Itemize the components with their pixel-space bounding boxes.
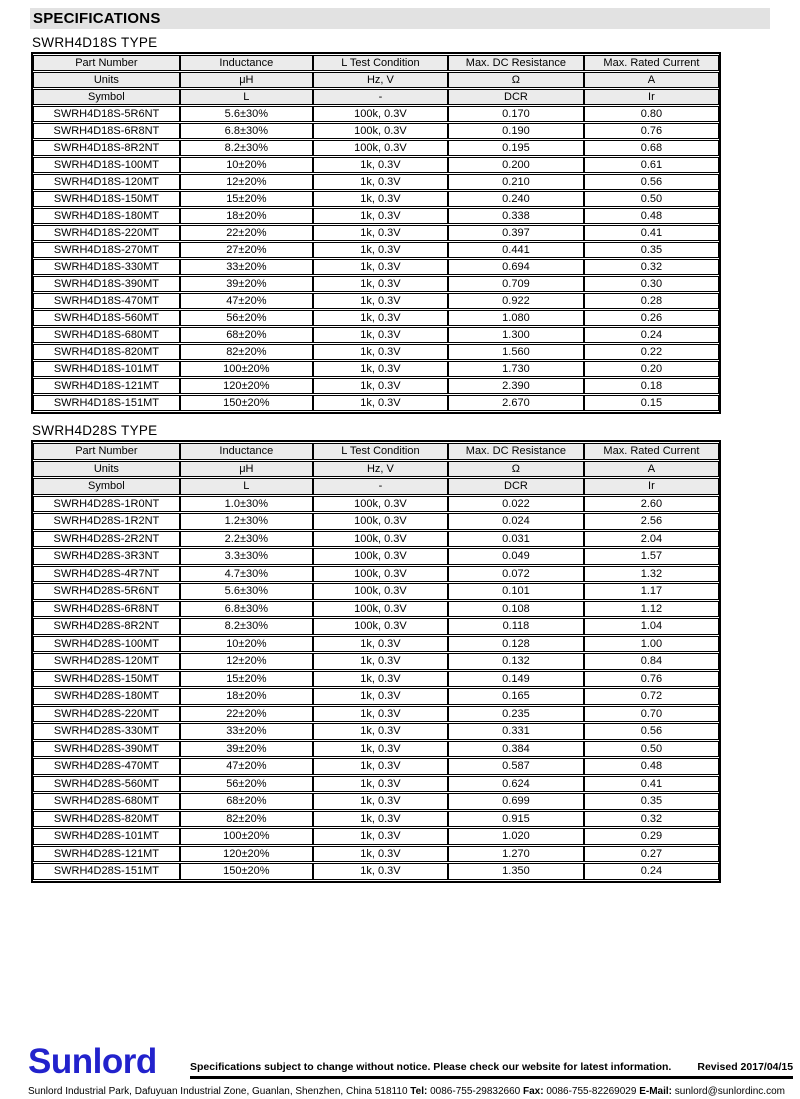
test-condition-cell: 1k, 0.3V: [313, 723, 448, 740]
inductance-cell: 1.2±30%: [180, 513, 313, 530]
dc-resistance-cell: 0.072: [448, 566, 584, 583]
rated-current-cell: 0.80: [584, 106, 719, 122]
table-row: [33, 671, 719, 688]
test-condition-cell: 1k, 0.3V: [313, 208, 448, 224]
part-number-cell: SWRH4D18S-8R2NT: [33, 140, 180, 156]
test-condition-cell: Hz, V: [313, 72, 448, 88]
rated-current-cell: 2.56: [584, 513, 719, 530]
section-title-swrh4d28s: SWRH4D28S TYPE: [32, 423, 158, 438]
test-condition-cell: 1k, 0.3V: [313, 671, 448, 688]
rated-current-cell: 0.24: [584, 327, 719, 343]
inductance-cell: 68±20%: [180, 793, 313, 810]
rated-current-cell: 0.28: [584, 293, 719, 309]
inductance-cell: μH: [180, 461, 313, 478]
part-number-cell: Symbol: [33, 89, 180, 105]
inductance-cell: 5.6±30%: [180, 106, 313, 122]
inductance-cell: 68±20%: [180, 327, 313, 343]
test-condition-cell: 1k, 0.3V: [313, 191, 448, 207]
rated-current-cell: A: [584, 72, 719, 88]
test-condition-cell: 1k, 0.3V: [313, 293, 448, 309]
rated-current-cell: 0.32: [584, 259, 719, 275]
spec-table-swrh4d18s: [31, 52, 721, 414]
rated-current-cell: 0.41: [584, 225, 719, 241]
symbol-row: [33, 478, 719, 495]
test-condition-cell: 1k, 0.3V: [313, 653, 448, 670]
inductance-cell: 6.8±30%: [180, 123, 313, 139]
dc-resistance-cell: 2.390: [448, 378, 584, 394]
rated-current-cell: 0.84: [584, 653, 719, 670]
table-row: [33, 688, 719, 705]
test-condition-cell: 1k, 0.3V: [313, 863, 448, 880]
part-number-cell: SWRH4D18S-390MT: [33, 276, 180, 292]
inductance-cell: 18±20%: [180, 208, 313, 224]
dc-resistance-cell: 1.730: [448, 361, 584, 377]
part-number-cell: SWRH4D28S-100MT: [33, 636, 180, 653]
dc-resistance-cell: 1.080: [448, 310, 584, 326]
inductance-cell: 12±20%: [180, 174, 313, 190]
table-row: [33, 513, 719, 530]
test-condition-cell: 100k, 0.3V: [313, 583, 448, 600]
test-condition-cell: 100k, 0.3V: [313, 123, 448, 139]
inductance-cell: 33±20%: [180, 723, 313, 740]
inductance-cell: 47±20%: [180, 758, 313, 775]
part-number-cell: Symbol: [33, 478, 180, 495]
dc-resistance-cell: 0.022: [448, 496, 584, 513]
test-condition-cell: 1k, 0.3V: [313, 811, 448, 828]
part-number-cell: SWRH4D28S-150MT: [33, 671, 180, 688]
table-row: [33, 758, 719, 775]
inductance-cell: 5.6±30%: [180, 583, 313, 600]
table-row: [33, 327, 719, 343]
rated-current-cell: 0.50: [584, 191, 719, 207]
rated-current-cell: 0.48: [584, 758, 719, 775]
dc-resistance-cell: DCR: [448, 478, 584, 495]
dc-resistance-cell: 0.108: [448, 601, 584, 618]
inductance-cell: 39±20%: [180, 276, 313, 292]
test-condition-cell: 1k, 0.3V: [313, 276, 448, 292]
dc-resistance-cell: 0.709: [448, 276, 584, 292]
part-number-cell: SWRH4D18S-680MT: [33, 327, 180, 343]
test-condition-cell: Hz, V: [313, 461, 448, 478]
test-condition-cell: 100k, 0.3V: [313, 618, 448, 635]
inductance-cell: 56±20%: [180, 310, 313, 326]
tel-label: Tel:: [410, 1086, 428, 1097]
rated-current-cell: 0.68: [584, 140, 719, 156]
inductance-cell: 82±20%: [180, 344, 313, 360]
part-number-cell: SWRH4D28S-2R2NT: [33, 531, 180, 548]
page-title: SPECIFICATIONS: [30, 8, 770, 29]
dc-resistance-cell: 0.210: [448, 174, 584, 190]
table-row: [33, 741, 719, 758]
dc-resistance-cell: 0.922: [448, 293, 584, 309]
table-row: [33, 706, 719, 723]
test-condition-cell: 100k, 0.3V: [313, 566, 448, 583]
table-row: [33, 344, 719, 360]
inductance-cell: 150±20%: [180, 863, 313, 880]
footer-note: [190, 1061, 793, 1079]
rated-current-cell: 1.12: [584, 601, 719, 618]
inductance-cell: 82±20%: [180, 811, 313, 828]
part-number-cell: SWRH4D18S-121MT: [33, 378, 180, 394]
rated-current-cell: 0.48: [584, 208, 719, 224]
inductance-cell: 4.7±30%: [180, 566, 313, 583]
test-condition-cell: -: [313, 89, 448, 105]
table-row: [33, 208, 719, 224]
part-number-cell: Part Number: [33, 55, 180, 71]
email-value: sunlord@sunlordinc.com: [674, 1086, 785, 1097]
table-row: [33, 811, 719, 828]
dc-resistance-cell: 1.350: [448, 863, 584, 880]
dc-resistance-cell: 1.020: [448, 828, 584, 845]
table-row: [33, 793, 719, 810]
inductance-cell: L: [180, 89, 313, 105]
inductance-cell: 39±20%: [180, 741, 313, 758]
sunlord-logo: Sunlord: [28, 1042, 157, 1081]
table-row: [33, 174, 719, 190]
inductance-cell: 100±20%: [180, 828, 313, 845]
rated-current-cell: 0.50: [584, 741, 719, 758]
dc-resistance-cell: 2.670: [448, 395, 584, 411]
dc-resistance-cell: 0.397: [448, 225, 584, 241]
rated-current-cell: 2.04: [584, 531, 719, 548]
dc-resistance-cell: 0.200: [448, 157, 584, 173]
rated-current-cell: 0.18: [584, 378, 719, 394]
inductance-cell: 15±20%: [180, 191, 313, 207]
table-row: [33, 723, 719, 740]
part-number-cell: SWRH4D28S-560MT: [33, 776, 180, 793]
rated-current-cell: 0.22: [584, 344, 719, 360]
rated-current-cell: 0.24: [584, 863, 719, 880]
test-condition-cell: L Test Condition: [313, 443, 448, 460]
table-row: [33, 583, 719, 600]
part-number-cell: SWRH4D28S-8R2NT: [33, 618, 180, 635]
table-row: [33, 548, 719, 565]
inductance-cell: 120±20%: [180, 378, 313, 394]
test-condition-cell: 1k, 0.3V: [313, 793, 448, 810]
rated-current-cell: A: [584, 461, 719, 478]
test-condition-cell: 100k, 0.3V: [313, 496, 448, 513]
rated-current-cell: 0.76: [584, 671, 719, 688]
part-number-cell: SWRH4D18S-330MT: [33, 259, 180, 275]
part-number-cell: SWRH4D18S-560MT: [33, 310, 180, 326]
dc-resistance-cell: 0.190: [448, 123, 584, 139]
part-number-cell: SWRH4D28S-470MT: [33, 758, 180, 775]
rated-current-cell: 0.56: [584, 174, 719, 190]
rated-current-cell: 0.41: [584, 776, 719, 793]
part-number-cell: SWRH4D28S-390MT: [33, 741, 180, 758]
dc-resistance-cell: 0.024: [448, 513, 584, 530]
part-number-cell: SWRH4D18S-6R8NT: [33, 123, 180, 139]
dc-resistance-cell: 0.195: [448, 140, 584, 156]
inductance-cell: 10±20%: [180, 157, 313, 173]
table-row: [33, 653, 719, 670]
symbol-row: [33, 89, 719, 105]
spec-table-swrh4d28s: [31, 440, 721, 883]
rated-current-cell: 1.17: [584, 583, 719, 600]
part-number-cell: Units: [33, 461, 180, 478]
rated-current-cell: 0.30: [584, 276, 719, 292]
table-row: [33, 225, 719, 241]
rated-current-cell: 0.27: [584, 846, 719, 863]
inductance-cell: 150±20%: [180, 395, 313, 411]
table-row: [33, 276, 719, 292]
dc-resistance-cell: 0.049: [448, 548, 584, 565]
part-number-cell: SWRH4D28S-3R3NT: [33, 548, 180, 565]
dc-resistance-cell: 0.240: [448, 191, 584, 207]
rated-current-cell: 0.72: [584, 688, 719, 705]
inductance-cell: L: [180, 478, 313, 495]
table-row: [33, 242, 719, 258]
rated-current-cell: 0.61: [584, 157, 719, 173]
part-number-cell: SWRH4D28S-330MT: [33, 723, 180, 740]
inductance-cell: 47±20%: [180, 293, 313, 309]
test-condition-cell: 1k, 0.3V: [313, 741, 448, 758]
footer-address: [28, 1086, 785, 1097]
part-number-cell: SWRH4D28S-1R0NT: [33, 496, 180, 513]
test-condition-cell: 100k, 0.3V: [313, 106, 448, 122]
table-row: [33, 636, 719, 653]
rated-current-cell: 0.35: [584, 242, 719, 258]
dc-resistance-cell: DCR: [448, 89, 584, 105]
rated-current-cell: 1.32: [584, 566, 719, 583]
test-condition-cell: 100k, 0.3V: [313, 548, 448, 565]
table-row: [33, 310, 719, 326]
table-row: [33, 123, 719, 139]
table-row: [33, 566, 719, 583]
table-row: [33, 378, 719, 394]
dc-resistance-cell: Ω: [448, 461, 584, 478]
dc-resistance-cell: 0.699: [448, 793, 584, 810]
test-condition-cell: 1k, 0.3V: [313, 378, 448, 394]
dc-resistance-cell: 0.915: [448, 811, 584, 828]
address-text: Sunlord Industrial Park, Dafuyuan Industrial Zone, Guanlan, Shenzhen, China 518110: [28, 1086, 408, 1097]
dc-resistance-cell: Ω: [448, 72, 584, 88]
inductance-cell: 15±20%: [180, 671, 313, 688]
dc-resistance-cell: 1.270: [448, 846, 584, 863]
rated-current-cell: 1.00: [584, 636, 719, 653]
rated-current-cell: Max. Rated Current: [584, 443, 719, 460]
rated-current-cell: 0.70: [584, 706, 719, 723]
table-row: [33, 531, 719, 548]
test-condition-cell: -: [313, 478, 448, 495]
table-row: [33, 140, 719, 156]
table-row: [33, 191, 719, 207]
inductance-cell: 12±20%: [180, 653, 313, 670]
part-number-cell: SWRH4D28S-4R7NT: [33, 566, 180, 583]
disclaimer-text: Specifications subject to change without notice. Please check our website for latest information.: [190, 1061, 672, 1073]
inductance-cell: 3.3±30%: [180, 548, 313, 565]
rated-current-cell: 0.29: [584, 828, 719, 845]
dc-resistance-cell: 1.300: [448, 327, 584, 343]
test-condition-cell: 1k, 0.3V: [313, 636, 448, 653]
part-number-cell: SWRH4D18S-180MT: [33, 208, 180, 224]
part-number-cell: SWRH4D28S-820MT: [33, 811, 180, 828]
part-number-cell: SWRH4D18S-820MT: [33, 344, 180, 360]
part-number-cell: SWRH4D28S-120MT: [33, 653, 180, 670]
test-condition-cell: L Test Condition: [313, 55, 448, 71]
part-number-cell: SWRH4D18S-150MT: [33, 191, 180, 207]
footer-top: [28, 1042, 794, 1081]
dc-resistance-cell: 0.165: [448, 688, 584, 705]
dc-resistance-cell: 0.624: [448, 776, 584, 793]
test-condition-cell: 1k, 0.3V: [313, 846, 448, 863]
fax-label: Fax:: [523, 1086, 544, 1097]
test-condition-cell: 1k, 0.3V: [313, 828, 448, 845]
part-number-cell: Units: [33, 72, 180, 88]
rated-current-cell: 0.35: [584, 793, 719, 810]
test-condition-cell: 100k, 0.3V: [313, 140, 448, 156]
inductance-cell: 22±20%: [180, 225, 313, 241]
part-number-cell: SWRH4D28S-101MT: [33, 828, 180, 845]
test-condition-cell: 1k, 0.3V: [313, 776, 448, 793]
inductance-cell: 33±20%: [180, 259, 313, 275]
page-footer: [0, 1044, 800, 1097]
part-number-cell: SWRH4D28S-680MT: [33, 793, 180, 810]
part-number-cell: SWRH4D18S-151MT: [33, 395, 180, 411]
table-row: [33, 157, 719, 173]
rated-current-cell: Max. Rated Current: [584, 55, 719, 71]
part-number-cell: SWRH4D18S-100MT: [33, 157, 180, 173]
dc-resistance-cell: 0.031: [448, 531, 584, 548]
rated-current-cell: 0.32: [584, 811, 719, 828]
dc-resistance-cell: 0.694: [448, 259, 584, 275]
dc-resistance-cell: 0.149: [448, 671, 584, 688]
table-row: [33, 259, 719, 275]
inductance-cell: Inductance: [180, 443, 313, 460]
test-condition-cell: 1k, 0.3V: [313, 344, 448, 360]
dc-resistance-cell: 0.170: [448, 106, 584, 122]
inductance-cell: 120±20%: [180, 846, 313, 863]
dc-resistance-cell: 1.560: [448, 344, 584, 360]
inductance-cell: 8.2±30%: [180, 618, 313, 635]
part-number-cell: SWRH4D28S-6R8NT: [33, 601, 180, 618]
part-number-cell: Part Number: [33, 443, 180, 460]
dc-resistance-cell: 0.587: [448, 758, 584, 775]
table-row: [33, 361, 719, 377]
test-condition-cell: 1k, 0.3V: [313, 327, 448, 343]
test-condition-cell: 100k, 0.3V: [313, 531, 448, 548]
table-row: [33, 828, 719, 845]
test-condition-cell: 1k, 0.3V: [313, 688, 448, 705]
test-condition-cell: 1k, 0.3V: [313, 395, 448, 411]
test-condition-cell: 1k, 0.3V: [313, 225, 448, 241]
dc-resistance-cell: Max. DC Resistance: [448, 443, 584, 460]
email-label: E-Mail:: [639, 1086, 672, 1097]
table-row: [33, 863, 719, 880]
inductance-cell: 6.8±30%: [180, 601, 313, 618]
part-number-cell: SWRH4D28S-1R2NT: [33, 513, 180, 530]
part-number-cell: SWRH4D18S-270MT: [33, 242, 180, 258]
dc-resistance-cell: 0.101: [448, 583, 584, 600]
header-row: [33, 443, 719, 460]
dc-resistance-cell: 0.132: [448, 653, 584, 670]
part-number-cell: SWRH4D28S-121MT: [33, 846, 180, 863]
rated-current-cell: 1.57: [584, 548, 719, 565]
inductance-cell: 22±20%: [180, 706, 313, 723]
table-row: [33, 106, 719, 122]
table-row: [33, 293, 719, 309]
part-number-cell: SWRH4D28S-180MT: [33, 688, 180, 705]
units-row: [33, 72, 719, 88]
dc-resistance-cell: 0.384: [448, 741, 584, 758]
header-row: [33, 55, 719, 71]
rated-current-cell: Ir: [584, 478, 719, 495]
dc-resistance-cell: 0.441: [448, 242, 584, 258]
revision-date: Revised 2017/04/15: [697, 1061, 794, 1073]
rated-current-cell: 0.56: [584, 723, 719, 740]
inductance-cell: 18±20%: [180, 688, 313, 705]
table-row: [33, 776, 719, 793]
dc-resistance-cell: Max. DC Resistance: [448, 55, 584, 71]
table-row: [33, 846, 719, 863]
part-number-cell: SWRH4D18S-470MT: [33, 293, 180, 309]
part-number-cell: SWRH4D28S-151MT: [33, 863, 180, 880]
dc-resistance-cell: 0.331: [448, 723, 584, 740]
part-number-cell: SWRH4D18S-120MT: [33, 174, 180, 190]
table-row: [33, 496, 719, 513]
rated-current-cell: Ir: [584, 89, 719, 105]
table-row: [33, 618, 719, 635]
test-condition-cell: 100k, 0.3V: [313, 513, 448, 530]
section-title-swrh4d18s: SWRH4D18S TYPE: [32, 35, 158, 50]
test-condition-cell: 100k, 0.3V: [313, 601, 448, 618]
test-condition-cell: 1k, 0.3V: [313, 259, 448, 275]
test-condition-cell: 1k, 0.3V: [313, 361, 448, 377]
inductance-cell: 27±20%: [180, 242, 313, 258]
inductance-cell: μH: [180, 72, 313, 88]
rated-current-cell: 0.26: [584, 310, 719, 326]
test-condition-cell: 1k, 0.3V: [313, 758, 448, 775]
test-condition-cell: 1k, 0.3V: [313, 310, 448, 326]
inductance-cell: Inductance: [180, 55, 313, 71]
inductance-cell: 56±20%: [180, 776, 313, 793]
test-condition-cell: 1k, 0.3V: [313, 706, 448, 723]
test-condition-cell: 1k, 0.3V: [313, 157, 448, 173]
dc-resistance-cell: 0.118: [448, 618, 584, 635]
fax-value: 0086-755-82269029: [546, 1086, 637, 1097]
tel-value: 0086-755-29832660: [430, 1086, 521, 1097]
test-condition-cell: 1k, 0.3V: [313, 174, 448, 190]
inductance-cell: 8.2±30%: [180, 140, 313, 156]
rated-current-cell: 0.20: [584, 361, 719, 377]
rated-current-cell: 0.76: [584, 123, 719, 139]
part-number-cell: SWRH4D18S-5R6NT: [33, 106, 180, 122]
inductance-cell: 10±20%: [180, 636, 313, 653]
part-number-cell: SWRH4D28S-5R6NT: [33, 583, 180, 600]
rated-current-cell: 1.04: [584, 618, 719, 635]
table-row: [33, 395, 719, 411]
test-condition-cell: 1k, 0.3V: [313, 242, 448, 258]
dc-resistance-cell: 0.235: [448, 706, 584, 723]
inductance-cell: 1.0±30%: [180, 496, 313, 513]
part-number-cell: SWRH4D18S-101MT: [33, 361, 180, 377]
dc-resistance-cell: 0.128: [448, 636, 584, 653]
units-row: [33, 461, 719, 478]
inductance-cell: 100±20%: [180, 361, 313, 377]
dc-resistance-cell: 0.338: [448, 208, 584, 224]
part-number-cell: SWRH4D18S-220MT: [33, 225, 180, 241]
rated-current-cell: 2.60: [584, 496, 719, 513]
rated-current-cell: 0.15: [584, 395, 719, 411]
part-number-cell: SWRH4D28S-220MT: [33, 706, 180, 723]
inductance-cell: 2.2±30%: [180, 531, 313, 548]
table-row: [33, 601, 719, 618]
